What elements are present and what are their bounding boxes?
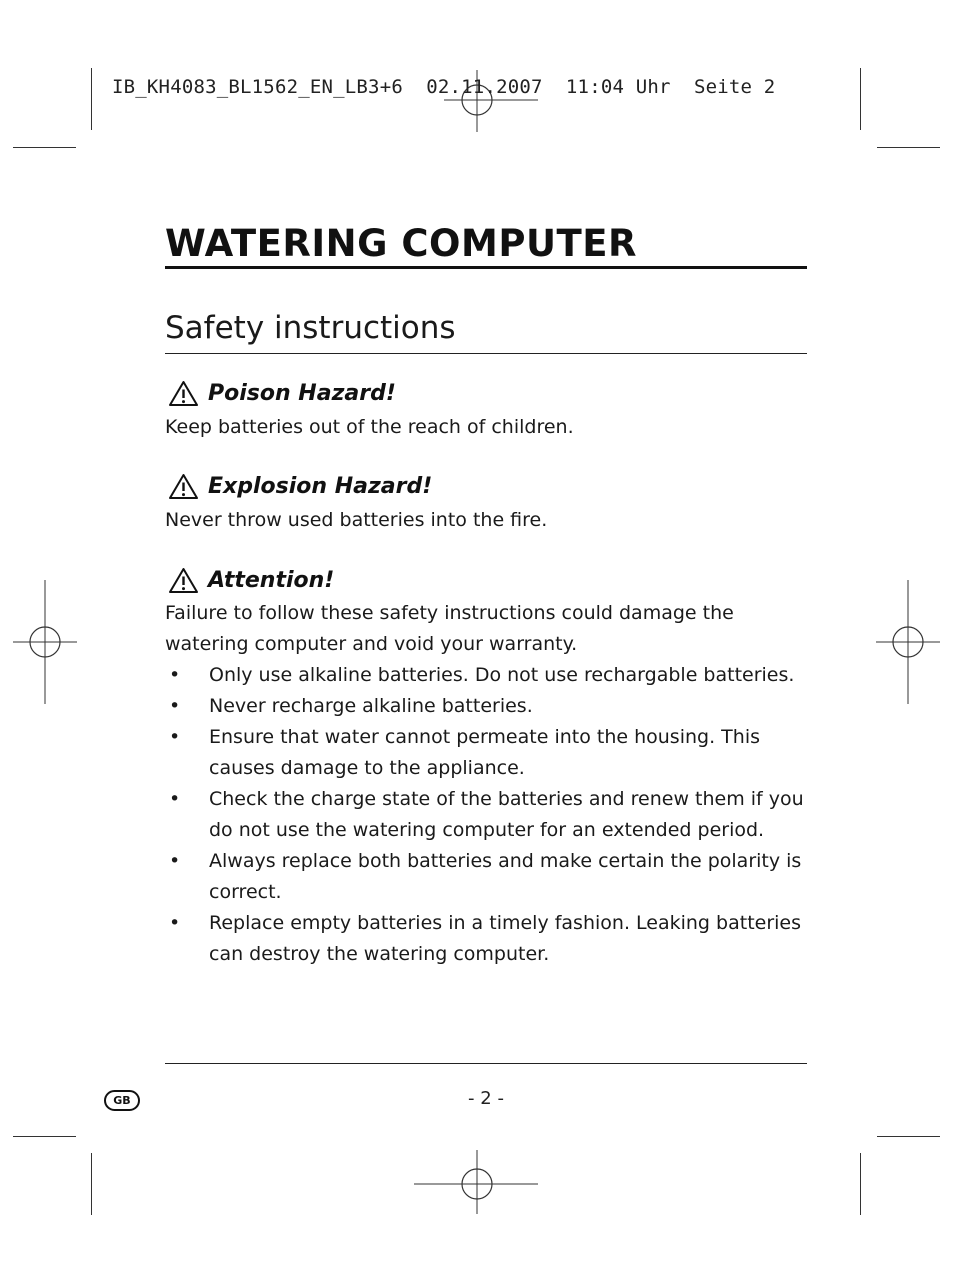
crop-mark-top-right-horizontal: [877, 147, 940, 148]
list-item-text: Ensure that water cannot permeate into the housing. This causes damage to the appliance.: [209, 726, 760, 779]
list-item: [165, 660, 815, 691]
crop-mark-top-left-vertical: [91, 68, 92, 130]
warning-heading-attention: [168, 567, 334, 594]
warning-heading-explosion: [168, 473, 432, 500]
page-title: WATERING COMPUTER: [165, 222, 637, 265]
bullet-symbol: •: [169, 726, 181, 748]
country-badge: GB: [104, 1090, 140, 1111]
print-slug: IB_KH4083_BL1562_EN_LB3+6 02.11.2007 11:04 Uhr Seite 2: [112, 76, 776, 98]
section-title: Safety instructions: [165, 310, 456, 346]
warning-triangle-icon: [168, 567, 199, 594]
warning-text: Keep batteries out of the reach of children.: [165, 416, 574, 438]
list-item: [165, 784, 815, 846]
crop-mark-top-right-vertical: [860, 68, 861, 130]
registration-mark-icon: [13, 580, 77, 704]
bullet-symbol: •: [169, 695, 181, 717]
bullet-symbol: •: [169, 664, 181, 686]
warning-title: Poison Hazard!: [208, 381, 396, 406]
list-item: [165, 722, 815, 784]
warning-title: Explosion Hazard!: [208, 474, 433, 499]
page-number: - 2 -: [468, 1088, 504, 1109]
warning-text: Never throw used batteries into the fire.: [165, 509, 548, 531]
list-item-text: Check the charge state of the batteries and renew them if you do not use the watering computer for an extended period.: [209, 788, 804, 841]
registration-mark-icon: [876, 580, 940, 704]
crop-mark-top-left-horizontal: [13, 147, 76, 148]
list-item-text: Only use alkaline batteries. Do not use rechargable batteries.: [209, 664, 795, 686]
list-item-text: Always replace both batteries and make certain the polarity is correct.: [209, 850, 802, 903]
footer-rule: [165, 1063, 807, 1064]
list-item: [165, 691, 815, 722]
list-item-text: Never recharge alkaline batteries.: [209, 695, 533, 717]
warning-title: Attention!: [208, 568, 335, 593]
section-underline: [165, 353, 807, 354]
crop-mark-bottom-left-vertical: [91, 1153, 92, 1215]
crop-mark-bottom-right-vertical: [860, 1153, 861, 1215]
list-item: [165, 908, 815, 970]
bullet-symbol: •: [169, 912, 181, 934]
warning-triangle-icon: [168, 380, 199, 407]
warning-triangle-icon: [168, 473, 199, 500]
registration-mark-icon: [414, 1150, 540, 1216]
list-item-text: Replace empty batteries in a timely fashion. Leaking batteries can destroy the watering computer.: [209, 912, 802, 965]
safety-bullet-list: [165, 660, 815, 970]
bullet-symbol: •: [169, 788, 181, 810]
warning-heading-poison: [168, 380, 396, 407]
list-item: [165, 846, 815, 908]
title-underline: [165, 266, 807, 269]
bullet-symbol: •: [169, 850, 181, 872]
crop-mark-bottom-right-horizontal: [877, 1136, 940, 1137]
crop-mark-bottom-left-horizontal: [13, 1136, 76, 1137]
warning-text: Failure to follow these safety instructions could damage the watering computer and void your warranty.: [165, 602, 734, 655]
